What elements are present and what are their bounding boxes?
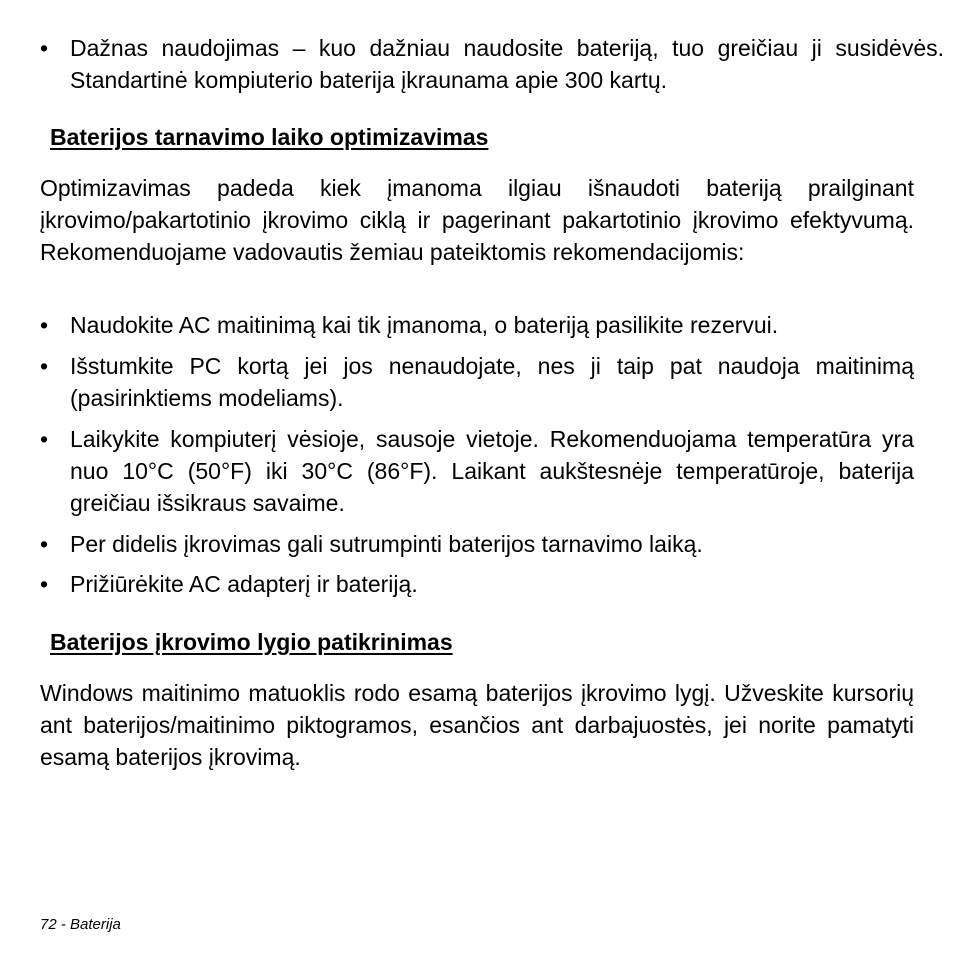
section-heading-optimization: Baterijos tarnavimo laiko optimizavimas bbox=[50, 124, 489, 150]
page-footer: 72 - Baterija bbox=[40, 916, 121, 933]
bullet-icon: • bbox=[40, 571, 49, 597]
bullet-icon: • bbox=[40, 35, 49, 61]
list-item bbox=[40, 568, 914, 600]
list-item bbox=[40, 32, 944, 96]
list-item bbox=[40, 309, 914, 341]
list-item bbox=[40, 350, 914, 414]
section-paragraph-charge-level: Windows maitinimo matuoklis rodo esamą baterijos įkrovimo lygį. Užveskite kursorių ant baterijos/maitinimo piktogramos, esančios ant darbajuostės, jei norite pamatyti esamą baterijos įkrovimą. bbox=[40, 680, 914, 770]
section-heading-charge-level: Baterijos įkrovimo lygio patikrinimas bbox=[50, 629, 453, 655]
list-item-text: Laikykite kompiuterį vėsioje, sausoje vietoje. Rekomenduojama temperatūra yra nuo 10°C (50°F) iki 30°C (86°F). Laikant aukštesnėje temperatūroje, baterija greičiau išsikraus savaime. bbox=[70, 426, 914, 516]
list-item-text: Per didelis įkrovimas gali sutrumpinti baterijos tarnavimo laiką. bbox=[70, 531, 703, 557]
list-item-text: Prižiūrėkite AC adapterį ir bateriją. bbox=[70, 571, 418, 597]
list-item-text: Dažnas naudojimas – kuo dažniau naudosite bateriją, tuo greičiau ji susidėvės. Standartinė kompiuterio baterija įkraunama apie 300 kartų. bbox=[70, 35, 944, 93]
bullet-icon: • bbox=[40, 531, 49, 557]
bullet-icon: • bbox=[40, 312, 49, 338]
list-item bbox=[40, 423, 914, 519]
bullet-icon: • bbox=[40, 353, 49, 379]
list-item-text: Naudokite AC maitinimą kai tik įmanoma, o bateriją pasilikite rezervui. bbox=[70, 312, 779, 338]
list-item bbox=[40, 528, 914, 560]
bullet-icon: • bbox=[40, 426, 49, 452]
list-item-text: Išstumkite PC kortą jei jos nenaudojate, nes ji taip pat naudoja maitinimą (pasirinktiems modeliams). bbox=[70, 353, 914, 411]
section-paragraph-optimization: Optimizavimas padeda kiek įmanoma ilgiau išnaudoti bateriją prailginant įkrovimo/pakartotinio įkrovimo ciklą ir pagerinant pakartotinio įkrovimo efektyvumą. Rekomenduojame vadovautis žemiau pateiktomis rekomendacijomis: bbox=[40, 175, 914, 265]
